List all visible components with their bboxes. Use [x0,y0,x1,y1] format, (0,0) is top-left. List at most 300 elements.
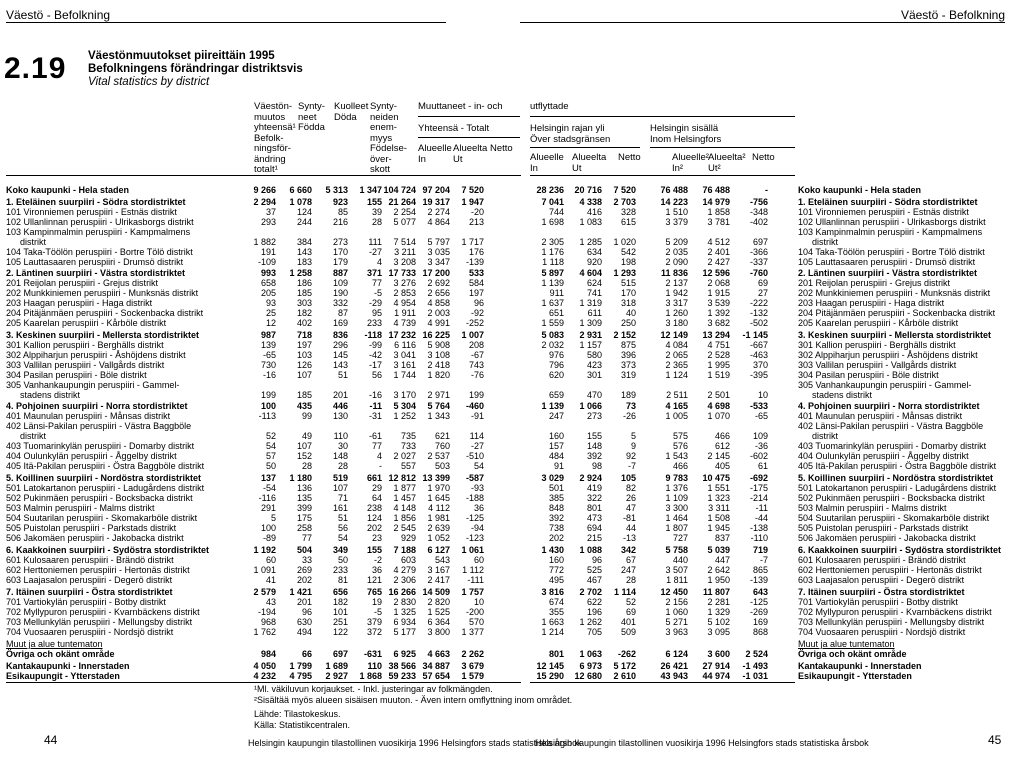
row-value: 1 329 [707,607,730,617]
row-label-right: Kantakaupunki - Innerstaden [798,661,922,671]
row-value: 124 [366,513,382,523]
header-rule-within-helsinki [650,147,795,148]
row-value: 2 274 [427,207,450,217]
row-value: 2 003 [427,308,450,318]
row-value: 1 519 [707,370,730,380]
row-value: 503 [434,461,450,471]
row-value: 77 [371,278,382,288]
table-row [0,661,1023,672]
row-value: 929 [400,533,416,543]
row-label-left: 5. Koillinen suurpiiri - Nordöstra stordistriktet [6,473,202,483]
row-label-right: 5. Koillinen suurpiiri - Nordöstra stordistriktet [798,473,994,483]
title-english: Vital statistics by district [88,76,210,88]
row-value: 2 156 [665,597,688,607]
row-value: - [765,185,768,195]
table-row [0,421,1023,432]
row-label-left: 502 Pukinmäen peruspiiri - Bocksbacka distrikt [6,493,193,503]
row-label-right: 603 Laajasalon peruspiiri - Degerö distrikt [798,575,965,585]
row-label-right: Muut ja alue tuntematon [798,639,895,649]
row-value: 744 [548,207,564,217]
row-label-left: 506 Jakomäen peruspiiri - Jakobacka distrikt [6,533,184,543]
row-value: 11 836 [660,268,688,278]
row-value: -139 [465,257,484,267]
row-label-left: 405 Itä-Pakilan peruspiiri - Östra Baggböle distrikt [6,461,205,471]
row-value: 1 717 [461,237,484,247]
row-value: 2 931 [579,330,602,340]
row-value: -29 [368,298,382,308]
row-value: 741 [586,288,602,298]
title-finnish: Väestönmuutokset piireittäin 1995 [88,50,275,62]
row-value: 446 [332,401,348,411]
row-value: 39 [371,207,382,217]
row-value: 466 [714,431,730,441]
row-value: -460 [465,401,484,411]
row-label-right: 404 Oulunkylän peruspiiri - Åggelby distrikt [798,451,969,461]
row-value: 2 417 [427,575,450,585]
row-value: 1 252 [393,411,416,421]
row-value: 20 716 [574,185,602,195]
row-value: 143 [296,247,312,257]
row-label-left: stadens distrikt [20,390,81,400]
row-value: 26 [625,493,636,503]
row-value: 30 [337,441,348,451]
row-value: 185 [296,390,312,400]
row-value: -7 [627,461,636,471]
row-value: 3 963 [665,627,688,637]
row-value: 836 [332,330,348,340]
row-value: -36 [754,441,768,451]
row-value: 1 319 [579,298,602,308]
row-label-right: 702 Myllypuron peruspiiri - Kvarnbäckens distrikt [798,607,992,617]
row-value: 15 290 [536,671,564,681]
row-value: 93 [265,298,276,308]
row-value: 2 642 [707,565,730,575]
row-value: 2 692 [427,278,450,288]
row-value: 5 177 [393,627,416,637]
row-value: 155 [366,545,382,555]
table-row [0,575,1023,586]
row-label-left: 6. Kaakkoinen suurpiiri - Sydöstra stordistriktet [6,545,210,555]
row-value: 110 [367,661,382,671]
row-value: 920 [586,257,602,267]
row-value: 23 [371,533,382,543]
row-value: 467 [586,575,602,585]
col-header-ih-net: Netto [752,152,775,163]
row-value: 1 799 [289,661,312,671]
row-value: -602 [749,451,768,461]
row-value: -27 [368,247,382,257]
row-value: 3 167 [427,565,450,575]
row-value: -16 [262,370,276,380]
row-label-right: 505 Puistolan peruspiiri - Parkstads distrikt [798,523,969,533]
table-row [0,350,1023,361]
row-value: -395 [749,370,768,380]
row-value: 705 [586,627,602,637]
row-value: 21 264 [388,197,416,207]
row-value: 319 [620,370,636,380]
row-value: -1 145 [742,330,768,340]
row-label-left: 203 Haagan peruspiiri - Haga distrikt [6,298,153,308]
table-row [0,227,1023,238]
table-row [0,617,1023,628]
row-value: 1 262 [579,617,602,627]
table-row [0,493,1023,504]
row-value: 1 508 [707,513,730,523]
col-header-hb-in: Alueelle In [530,152,564,174]
row-value: 3 300 [665,503,688,513]
col-header-deaths: Kuolleet Döda [334,101,369,123]
row-value: 494 [296,627,312,637]
row-label-left: 4. Pohjoinen suurpiiri - Norra stordistriktet [6,401,188,411]
row-value: 4 512 [707,237,730,247]
row-label-right: 302 Alppiharjun peruspiiri - Åshöjdens distrikt [798,350,978,360]
row-value: 612 [714,441,730,451]
row-label-left: 501 Latokartanon peruspiiri - Ladugårdens distrikt [6,483,205,493]
row-value: 303 [296,298,312,308]
row-value: 1 689 [325,661,348,671]
row-value: 85 [337,207,348,217]
row-value: 122 [332,627,348,637]
row-value: -1 493 [742,661,768,671]
row-label-right: 7. Itäinen suurpiiri - Östra stordistriktet [798,587,965,597]
row-value: 1 858 [707,207,730,217]
row-value: 1 995 [707,360,730,370]
row-value: -502 [749,318,768,328]
col-header-hb-out: Alueelta Ut [572,152,607,174]
row-value: 38 566 [388,661,416,671]
row-value: 4 338 [579,197,602,207]
row-value: 247 [620,565,636,575]
row-value: 179 [332,257,348,267]
row-value: -26 [622,411,636,421]
row-value: 250 [620,318,636,328]
row-value: 5 897 [541,268,564,278]
row-value: 658 [260,278,276,288]
row-value: 318 [620,298,636,308]
row-value: 4 991 [427,318,450,328]
row-value: 1 157 [579,340,602,350]
table-row [0,278,1023,289]
row-value: 3 276 [393,278,416,288]
row-value: 12 812 [388,473,416,483]
row-value: 5 [630,431,636,441]
row-value: -11 [755,503,768,513]
table-row [0,639,1023,650]
row-value: 9 [630,441,636,451]
row-value: -67 [470,350,484,360]
row-value: 6 660 [289,185,312,195]
row-value: 202 [366,523,382,533]
row-value: 416 [586,207,602,217]
row-value: 109 [332,278,348,288]
row-value: 1 088 [579,545,602,555]
row-value: 738 [548,523,564,533]
row-value: 43 943 [660,671,688,681]
row-label-right: 704 Vuosaaren peruspiiri - Nordsjö distrikt [798,627,966,637]
row-label-right: 103 Kampinmalmin peruspiiri - Kampmalmens [798,227,983,237]
row-value: 34 887 [422,661,450,671]
row-value: 3 347 [427,257,450,267]
row-value: -110 [750,533,768,543]
table-number: 2.19 [4,52,67,85]
row-value: 14 223 [660,197,688,207]
row-value: 2 656 [427,288,450,298]
row-value: 101 [332,607,348,617]
row-value: 169 [332,318,348,328]
row-value: 47 [625,503,636,513]
row-label-right: 203 Haagan peruspiiri - Haga distrikt [798,298,945,308]
row-value: -760 [749,268,768,278]
col-header-migration-total: Yhteensä - Totalt [418,123,490,134]
row-value: 3 108 [427,350,450,360]
source-swedish: Källa: Statistikcentralen. [254,720,351,730]
row-value: 10 475 [702,473,730,483]
row-value: 576 [672,441,688,451]
row-value: -692 [749,473,768,483]
row-label-right: 305 Vanhankaupungin peruspiiri - Gammel- [798,380,972,390]
row-value: -17 [368,360,382,370]
row-value: 4 232 [253,671,276,681]
row-value: 293 [260,217,276,227]
table-row [0,207,1023,218]
row-value: 423 [586,360,602,370]
header-rule-left [6,22,446,23]
row-value: 1 285 [579,237,602,247]
row-value: 4 864 [427,217,450,227]
row-value: 175 [296,513,312,523]
row-value: 630 [296,617,312,627]
row-value: 57 654 [422,671,450,681]
col-header-ih-out: Alueelta² Ut² [708,152,746,174]
row-value: 542 [620,247,636,257]
row-value: 570 [468,617,484,627]
row-value: -76 [470,370,484,380]
col-header-within-helsinki: Helsingin sisällä Inom Helsingfors [650,123,722,145]
header-bottom-rule-left [6,175,521,176]
row-value: 7 188 [393,545,416,555]
row-value: 509 [620,627,636,637]
row-value: 50 [265,461,276,471]
row-value: 3 816 [541,587,564,597]
row-label-left: 1. Eteläinen suurpiiri - Södra stordistriktet [6,197,186,207]
row-value: 1 970 [427,483,450,493]
row-value: 643 [752,587,768,597]
row-value: -16 [368,390,382,400]
row-value: 634 [586,247,602,257]
row-value: - [379,461,382,471]
row-value: 100 [260,401,276,411]
row-value: -587 [465,473,484,483]
row-value: 4 084 [665,340,688,350]
row-value: 1 325 [393,607,416,617]
row-value: 37 [265,207,276,217]
row-value: 4 663 [427,649,450,659]
row-value: 2 927 [325,671,348,681]
row-value: 54 [337,533,348,543]
row-value: 1 061 [461,545,484,555]
row-value: 197 [296,340,312,350]
row-value: 1 020 [613,237,636,247]
row-value: 1 579 [461,671,484,681]
row-value: -92 [470,308,484,318]
row-label-right: Övriga och okänt område [798,649,907,659]
row-value: 519 [332,473,348,483]
row-value: 5 313 [325,185,348,195]
row-value: 730 [260,360,276,370]
row-value: 3 035 [427,247,450,257]
row-value: 56 [337,523,348,533]
table-row [0,401,1023,412]
row-value: 735 [400,431,416,441]
row-label-right: Koko kaupunki - Hela staden [798,185,922,195]
row-value: 543 [434,555,450,565]
table-row [0,197,1023,208]
col-header-utflyttade: utflyttade [530,101,569,112]
row-value: 1 192 [253,545,276,555]
row-value: 5 304 [393,401,416,411]
table-row [0,555,1023,566]
header-rule-migration-total [418,137,520,138]
row-value: 73 [625,401,636,411]
row-value: 1 260 [665,308,688,318]
row-value: 355 [548,607,564,617]
row-value: 1 091 [253,565,276,575]
row-value: 733 [400,441,416,451]
row-value: 2 365 [665,360,688,370]
row-value: 440 [672,555,688,565]
row-value: 2 152 [613,330,636,340]
row-value: 1 293 [613,268,636,278]
row-label-left: 101 Vironniemen peruspiiri - Estnäs distrikt [6,207,177,217]
table-row [0,533,1023,544]
row-value: 2 853 [393,288,416,298]
row-value: 190 [332,288,348,298]
row-value: 28 [371,217,382,227]
row-value: 911 [549,288,564,298]
row-value: 161 [332,503,348,513]
row-value: 16 225 [422,330,450,340]
row-value: 98 [591,461,602,471]
row-value: 9 266 [253,185,276,195]
row-value: 1 882 [253,237,276,247]
row-label-left: 105 Lauttasaaren peruspiiri - Drumsö distrikt [6,257,184,267]
row-value: 238 [366,503,382,513]
row-value: 43 [265,597,276,607]
row-value: 61 [757,461,768,471]
row-label-right: distrikt [812,237,839,247]
row-value: -109 [257,257,276,267]
row-label-left: Kantakaupunki - Innerstaden [6,661,130,671]
row-value: 801 [548,649,564,659]
row-label-left: 2. Läntinen suurpiiri - Västra stordistriktet [6,268,186,278]
row-value: -61 [368,431,382,441]
row-value: 1 947 [461,197,484,207]
row-value: 9 783 [665,473,688,483]
row-value: 968 [260,617,276,627]
row-value: 64 [371,493,382,503]
row-value: 1 118 [542,257,564,267]
table-row [0,217,1023,228]
row-value: 77 [371,441,382,451]
row-value: 92 [625,451,636,461]
col-header-over-border: Helsingin rajan yli Över stadsgränsen [530,123,611,145]
row-value: -194 [257,607,276,617]
row-value: 1 005 [665,411,688,421]
row-value: 273 [332,237,348,247]
row-value: 765 [366,587,382,597]
row-value: 59 233 [388,671,416,681]
row-label-left: Övriga och okänt område [6,649,115,659]
row-value: 495 [548,575,564,585]
row-value: 332 [332,298,348,308]
row-value: -94 [470,523,484,533]
row-label-left: 7. Itäinen suurpiiri - Östra stordistriktet [6,587,173,597]
row-value: 4 112 [428,503,450,513]
row-value: 269 [296,565,312,575]
row-label-right: 1. Eteläinen suurpiiri - Södra stordistriktet [798,197,978,207]
row-value: 139 [260,340,276,350]
row-value: 1 820 [427,370,450,380]
row-value: -125 [465,513,484,523]
row-label-left: distrikt [20,431,47,441]
row-value: 322 [586,493,602,503]
row-value: 1 637 [541,298,564,308]
row-value: 3 682 [707,318,730,328]
row-value: 466 [672,461,688,471]
row-label-right: 501 Latokartanon peruspiiri - Ladugårdens distrikt [798,483,997,493]
table-row [0,597,1023,608]
row-value: -188 [465,493,484,503]
row-value: 5 797 [427,237,450,247]
row-value: 1 323 [707,493,730,503]
row-value: 52 [265,431,276,441]
row-value: 197 [468,288,484,298]
row-value: 651 [548,308,564,318]
row-value: 3 539 [707,298,730,308]
row-value: 1 109 [665,493,688,503]
row-value: -337 [749,257,768,267]
row-value: 97 204 [422,185,450,195]
row-value: 155 [586,431,602,441]
row-value: 3 180 [665,318,688,328]
row-value: 2 524 [745,649,768,659]
row-value: 76 488 [702,185,730,195]
row-value: 1 510 [665,207,688,217]
row-value: -631 [363,649,382,659]
row-value: 2 294 [253,197,276,207]
row-value: 405 [714,461,730,471]
row-value: 4 279 [393,565,416,575]
row-value: 447 [714,555,730,565]
row-value: 5 908 [427,340,450,350]
row-value: 993 [260,268,276,278]
row-value: 1 543 [665,451,688,461]
row-value: 152 [296,451,312,461]
row-value: 148 [586,441,602,451]
running-header-right: Väestö - Befolkning [900,8,1005,22]
row-value: 4 858 [427,298,450,308]
row-value: 51 [337,513,348,523]
header-rule-right-top [530,116,795,117]
row-value: 29 [371,483,382,493]
row-label-left: 603 Laajasalon peruspiiri - Degerö distrikt [6,575,173,585]
row-value: 1 392 [707,308,730,318]
row-value: 484 [548,451,564,461]
row-label-right: 204 Pitäjänmäen peruspiiri - Sockenbacka distrikt [798,308,996,318]
row-value: 727 [672,533,688,543]
row-value: 36 [371,565,382,575]
row-value: 4 751 [707,340,730,350]
